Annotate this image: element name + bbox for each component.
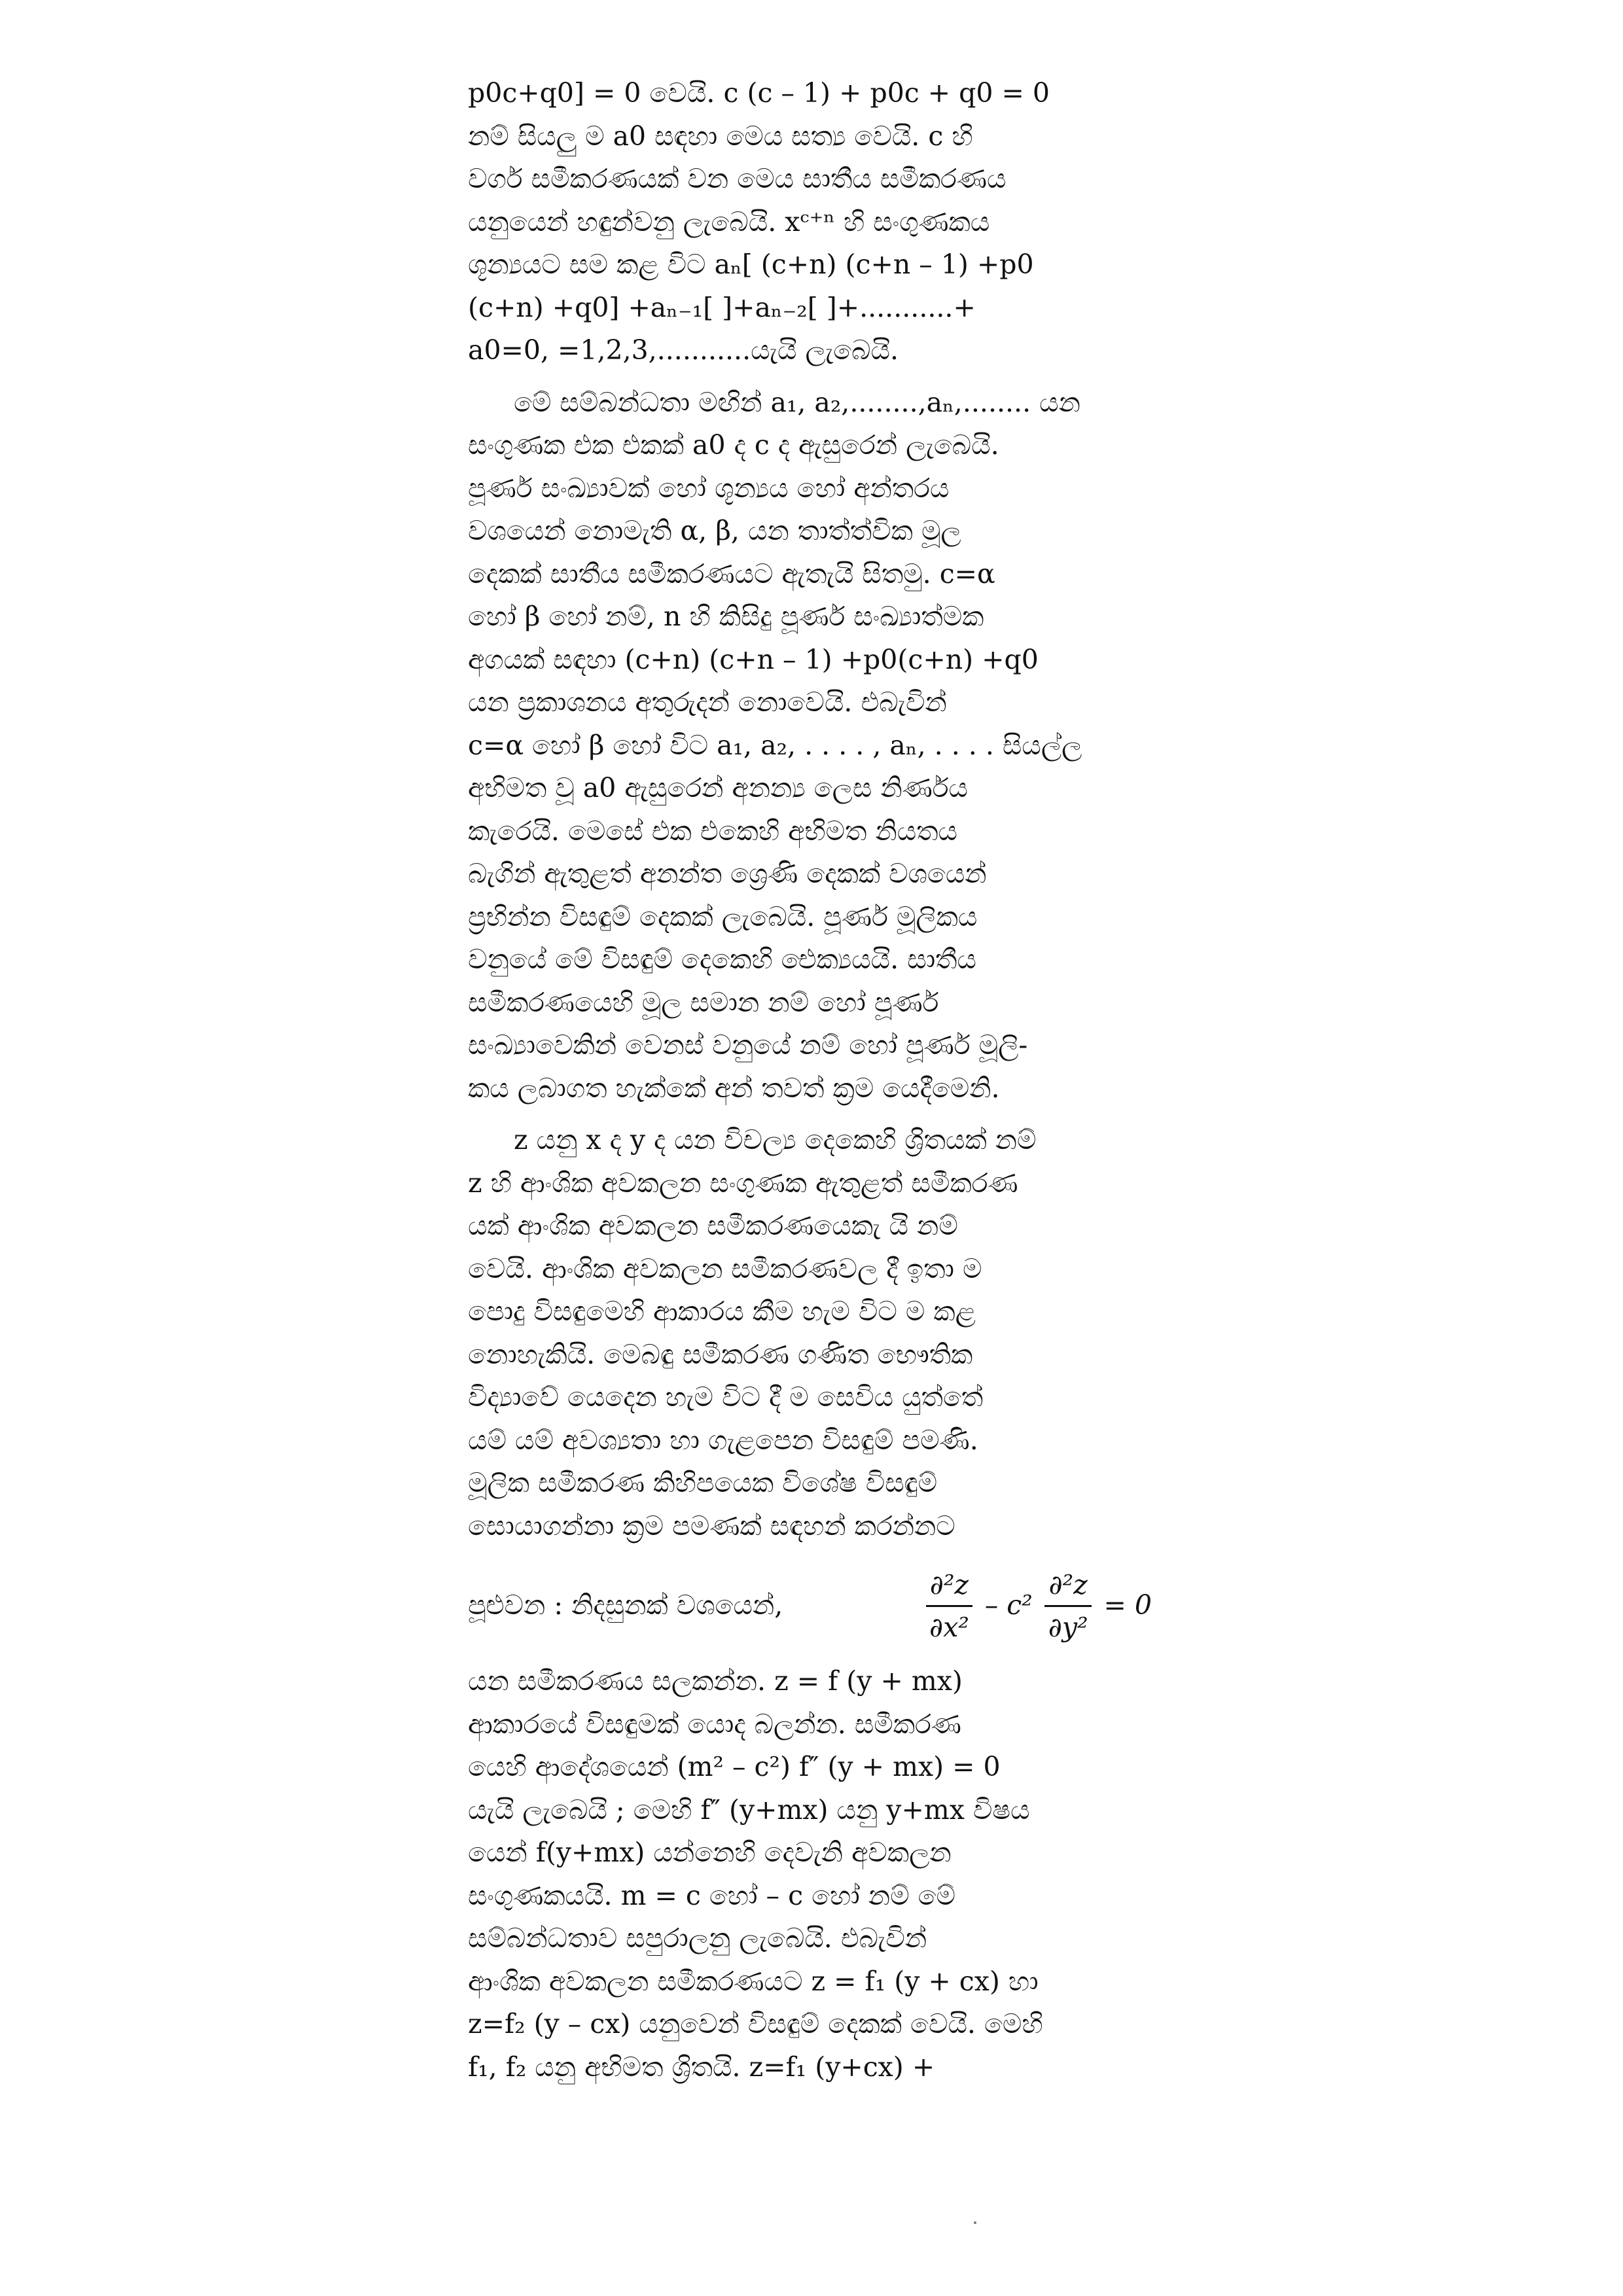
text-line: බැගින් ඇතුළත් අනන්ත ශ්‍රෙණි දෙකක් වශයෙන් xyxy=(468,858,987,889)
text-line: විද්‍යාවේ යෙදෙන හැම විට දී ම සෙවිය යුත්තේ xyxy=(468,1381,984,1413)
text-column xyxy=(468,72,1152,2098)
text-line: සම්බන්ධතාව සපුරාලනු ලැබෙයි. එබැවින් xyxy=(468,1922,927,1954)
text-line: නම් සියලු ම a0 සඳහා මෙය සත්‍ය වෙයි. c හි xyxy=(468,120,973,152)
text-line: යෙහි ආදේශයෙන් (m² – c²) f″ (y + mx) = 0 xyxy=(468,1751,1001,1782)
fraction-numerator: ∂²z xyxy=(926,1566,972,1607)
text-line: මූලික සමීකරණ කිහිපයෙක විශේෂ විසඳුම් xyxy=(468,1467,938,1498)
text-line: වශයෙන් නොමැති α, β, යන තාත්ත්වික මූල xyxy=(468,515,961,546)
equation-minus-term: – c² xyxy=(984,1589,1033,1621)
text-line: හෝ β හෝ නම්, n හි කිසිදු පූර්ණ සංඛ්‍යාත්මක xyxy=(468,601,984,632)
paragraph-4 xyxy=(468,1660,1152,2089)
text-line: කැරෙයි. මෙසේ එක එකෙහි අභිමත නියතය xyxy=(468,815,958,847)
text-line: යනුයෙන් හඳුන්වනු ලැබෙයි. xᶜ⁺ⁿ හි සංගුණකය xyxy=(468,205,990,238)
text-line: මේ සම්බන්ධතා මඟින් a₁, a₂,........,aₙ,........ යන xyxy=(514,386,1080,418)
text-line: යන ප්‍රකාශනය අතුරුදන් නොවෙයි. එබැවින් xyxy=(468,686,947,718)
text-line: නොහැකියි. මෙබඳු සමීකරණ ගණිත භෞතික xyxy=(468,1338,973,1370)
paragraph-1 xyxy=(468,72,1152,372)
display-equation xyxy=(468,1557,1152,1655)
text-line: යන සමීකරණය සලකන්න. z = f (y + mx) xyxy=(468,1665,963,1697)
text-line: යක් ආංශික අවකලන සමීකරණයෙකැ යි නම් xyxy=(468,1210,958,1241)
text-line: යම් යම් අවශ්‍යතා හා ගැළපෙන විසඳුම් පමණි. xyxy=(468,1424,978,1456)
fraction-numerator: ∂²z xyxy=(1044,1566,1091,1607)
scan-speck xyxy=(974,2221,976,2224)
paragraph-2 xyxy=(468,381,1152,1110)
text-line: දෙකක් සාතීය සමීකරණයට ඇතැයි සිතමු. c=α xyxy=(468,557,995,590)
paragraph-3 xyxy=(468,1119,1152,1547)
text-line: p0c+q0] = 0 වෙයි. c (c – 1) + p0c + q0 = 0 xyxy=(468,77,1050,109)
text-line: z හි ආංශික අවකලන සංගුණක ඇතුළත් සමීකරණ xyxy=(468,1167,1018,1199)
text-line: (c+n) +q0] +aₙ₋₁[ ]+aₙ₋₂[ ]+...........+ xyxy=(468,291,976,323)
text-line: වර්ග සමීකරණයක් වන මෙය සාතීය සමීකරණය xyxy=(468,163,1007,194)
text-line: c=α හෝ β හෝ විට a₁, a₂, . . . . , aₙ, . . . . සියල්ල xyxy=(468,729,1082,761)
text-line: z යනු x ද y ද යන විචල්‍ය දෙකෙහි ශ්‍රිතයක් නම් xyxy=(514,1124,1037,1156)
equation-rhs: = 0 xyxy=(1103,1589,1152,1621)
text-line: z=f₂ (y – cx) යනුවෙන් විසඳුම් දෙකක් වෙයි. මෙහි xyxy=(468,2008,1043,2040)
text-line: අගයක් සඳහා (c+n) (c+n – 1) +p0(c+n) +q0 xyxy=(468,643,1039,675)
fraction-denominator: ∂x² xyxy=(929,1611,969,1643)
text-line: පූර්ණ සංඛ්‍යාවක් හෝ ශූන්‍යය හෝ අන්තරය xyxy=(468,472,950,504)
text-line: සංගුණක එක එකක් a0 ද c ද ඇසුරෙන් ලැබෙයි. xyxy=(468,429,999,461)
equation-body xyxy=(920,1566,1152,1646)
text-line: යෙන් f(y+mx) යන්නෙහි දෙවැනි අවකලන xyxy=(468,1837,952,1868)
text-line: ආකාරයේ විසඳුමක් යොද බලන්න. සමීකරණ xyxy=(468,1708,961,1740)
equation-prefix: පූළුවන : නිදසුනක් වශයෙන්, xyxy=(468,1589,783,1621)
text-line: f₁, f₂ යනු අභිමත ශ්‍රිතයි. z=f₁ (y+cx) + xyxy=(468,2051,935,2083)
text-line: වනුයේ මේ විසඳුම් දෙකෙහි ඓක්‍යයයි. සාතීය xyxy=(468,944,976,975)
text-line: සොයාගන්නා ක්‍රම පමණක් සඳහන් කරන්නට xyxy=(468,1510,955,1542)
text-line: අභිමත වූ a0 ඇසුරෙන් අනන්‍ය ලෙස නිර්ණය xyxy=(468,772,969,804)
fraction-d2z-dy2 xyxy=(1044,1566,1092,1646)
text-line: a0=0, =1,2,3,...........යැයි ලැබෙයි. xyxy=(468,334,899,366)
text-line: සමීකරණයෙහි මූල සමාන නම් හෝ පූර්ණ xyxy=(468,986,939,1018)
fraction-d2z-dx2 xyxy=(925,1566,973,1646)
text-line: කය ලබාගත හැක්කේ අන් තවත් ක්‍රම යෙදීමෙනි. xyxy=(468,1072,1000,1104)
text-line: ආංශික අවකලන සමීකරණයට z = f₁ (y + cx) හා xyxy=(468,1965,1039,1997)
text-line: වෙයි. ආංශික අවකලන සමීකරණවල දී ඉතා ම xyxy=(468,1252,982,1284)
text-line: යැයි ලැබෙයි ; මෙහි f″ (y+mx) යනු y+mx විෂය xyxy=(468,1793,1030,1826)
text-line: සංඛ්‍යාවෙකින් වෙනස් වනුයේ නම් හෝ පූර්ණ මූලි- xyxy=(468,1029,1028,1061)
text-line: පොදු විසඳුමෙහි ආකාරය කීම හැම විට ම කළ xyxy=(468,1296,976,1327)
text-line: සංගුණකයයි. m = c හෝ – c හෝ නම් මේ xyxy=(468,1879,956,1911)
text-line: ප්‍රභින්න විසඳුම් දෙකක් ලැබෙයි. පූර්ණ මූලිකය xyxy=(468,900,978,932)
fraction-denominator: ∂y² xyxy=(1048,1611,1088,1643)
text-line: ශූන්‍යයට සම කළ විට aₙ[ (c+n) (c+n – 1) +p0 xyxy=(468,249,1034,280)
